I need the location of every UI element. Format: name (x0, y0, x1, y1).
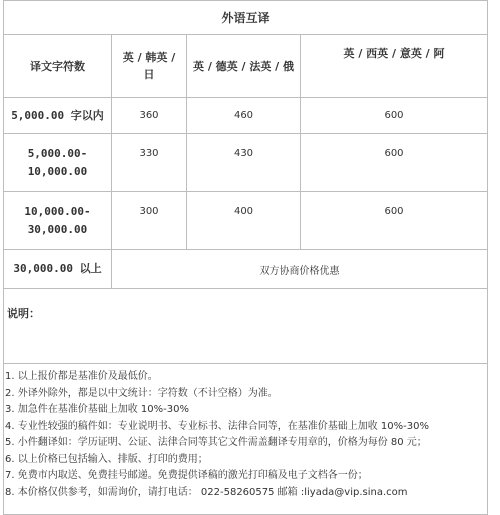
price-cell: 330 (112, 134, 187, 192)
negotiated-price-cell: 双方协商价格优惠 (112, 250, 488, 289)
header-en-ko-ja (112, 35, 187, 98)
price-table (3, 0, 488, 515)
price-cell: 600 (301, 192, 488, 250)
price-cell: 600 (301, 98, 488, 134)
header-en-de-fr-ru-label: 英 / 德英 / 法英 / 俄 (192, 59, 295, 73)
price-cell: 460 (187, 98, 301, 134)
notes-title: 说明： (4, 289, 488, 364)
note-item: 7. 免费市内取送、免费挂号邮递。免费提供译稿的激光打印稿及电子文档各一份； (5, 470, 368, 481)
note-item: 5. 小件翻译如：学历证明、公证、法律合同等其它文件需盖翻译专用章的，价格为每份 80 元； (5, 437, 427, 448)
note-item: 2. 外译外除外，都是以中文统计：字符数（不计空格）为准。 (5, 387, 278, 399)
table-row (4, 134, 488, 192)
table-title: 外语互译 (4, 1, 488, 35)
notes-cell (4, 364, 488, 515)
row-label: 5,000.00 字以内 (4, 98, 112, 134)
row-label: 30,000.00 以上 (4, 250, 112, 289)
price-cell: 600 (301, 134, 488, 192)
price-cell: 430 (187, 134, 301, 192)
price-cell: 360 (112, 98, 187, 134)
header-en-ko-ja-label: 英 / 韩英 / 日 (122, 51, 176, 81)
note-item: 1. 以上报价都是基准价及最低价。 (5, 371, 158, 382)
row-label: 5,000.00-10,000.00 (4, 134, 112, 192)
header-en-es-it-ar (301, 35, 488, 98)
note-item: 6. 以上价格已包括输入、排版、打印的费用； (5, 453, 208, 465)
table-row (4, 250, 488, 289)
header-en-de-fr-ru (187, 35, 301, 98)
row-label: 10,000.00-30,000.00 (4, 192, 112, 250)
price-cell: 400 (187, 192, 301, 250)
table-row (4, 192, 488, 250)
header-en-es-it-ar-label: 英 / 西英 / 意英 / 阿 (343, 47, 445, 60)
price-cell: 300 (112, 192, 187, 250)
table-row (4, 98, 488, 134)
notes-list (5, 369, 487, 501)
header-char-count: 译文字符数 (4, 35, 112, 98)
note-item: 3. 加急件在基准价基础上加收 10%-30% (5, 404, 189, 415)
note-item: 8. 本价格仅供参考，如需询价，请打电话： 022-58260575 邮箱 :liyada@vip.sina.com (5, 486, 408, 498)
note-item: 4. 专业性较强的稿件如：专业说明书、专业标书、法律合同等，在基准价基础上加收 10%-30% (5, 420, 429, 432)
